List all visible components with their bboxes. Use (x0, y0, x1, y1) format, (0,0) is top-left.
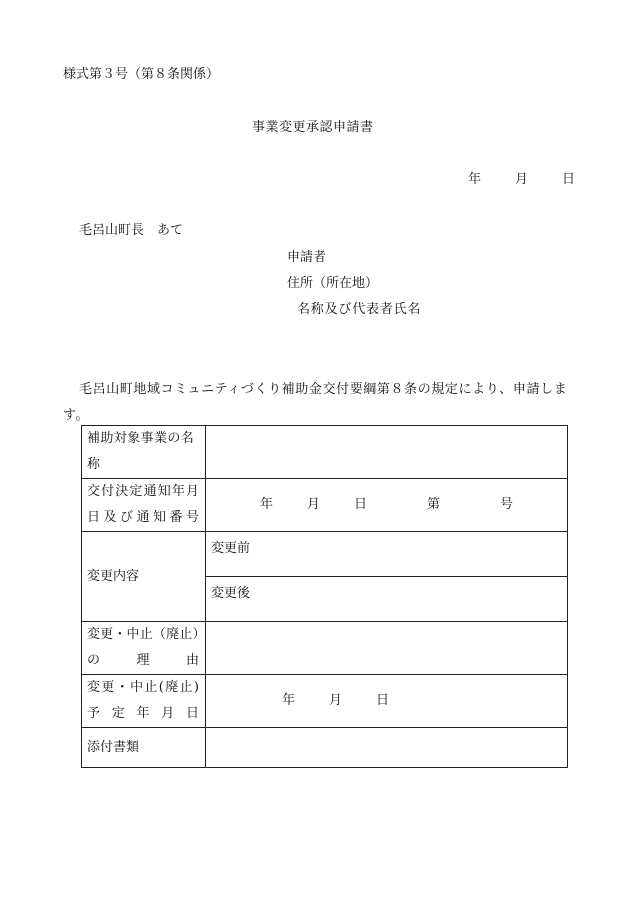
change-reason-label: 変更・中止（廃止）の理由 (82, 622, 206, 675)
change-before-field[interactable] (206, 532, 568, 577)
applicant-name-label: 名称及び代表者氏名 (297, 302, 422, 317)
body-text: 毛呂山町地域コミュニティづくり補助金交付要綱第８条の規定により、申請します。 (63, 382, 568, 423)
document-title: 事業変更承認申請書 (252, 120, 374, 135)
scheduled-date-field[interactable] (206, 675, 568, 728)
applicant-address-label: 住所（所在地） (287, 276, 379, 291)
grant-decision-label: 交付決定通知年月日及び通知番号 (82, 479, 206, 532)
grant-decision-no-prefix: 第 (427, 497, 441, 512)
change-after-label: 変更後 (211, 586, 251, 601)
date-day: 日 (562, 172, 576, 187)
change-after-field[interactable] (206, 577, 568, 622)
change-reason-field[interactable] (206, 622, 568, 675)
scheduled-year: 年 (282, 693, 296, 708)
date-month: 月 (515, 172, 529, 187)
change-before-label: 変更前 (211, 541, 251, 556)
scheduled-month: 月 (329, 693, 343, 708)
applicant-label: 申請者 (287, 250, 327, 265)
application-date (468, 173, 575, 186)
scheduled-date-label: 変更・中止(廃止) 予定年月日 (82, 675, 206, 728)
grant-decision-field[interactable] (206, 479, 568, 532)
addressee: 毛呂山町長 あて (79, 223, 184, 238)
project-name-label: 補助対象事業の名称 (82, 426, 206, 479)
date-year: 年 (468, 172, 482, 187)
grant-decision-year: 年 (259, 497, 273, 512)
scheduled-day: 日 (376, 693, 390, 708)
attachments-label: 添付書類 (82, 728, 206, 768)
grant-decision-day: 日 (353, 497, 367, 512)
grant-decision-month: 月 (306, 497, 320, 512)
form-number: 様式第３号（第８条関係） (63, 67, 220, 82)
grant-decision-no-suffix: 号 (500, 497, 514, 512)
attachments-field[interactable] (206, 728, 568, 768)
change-content-label: 変更内容 (82, 532, 206, 622)
application-table (81, 425, 568, 768)
project-name-field[interactable] (206, 426, 568, 479)
applicant-block (287, 251, 421, 329)
